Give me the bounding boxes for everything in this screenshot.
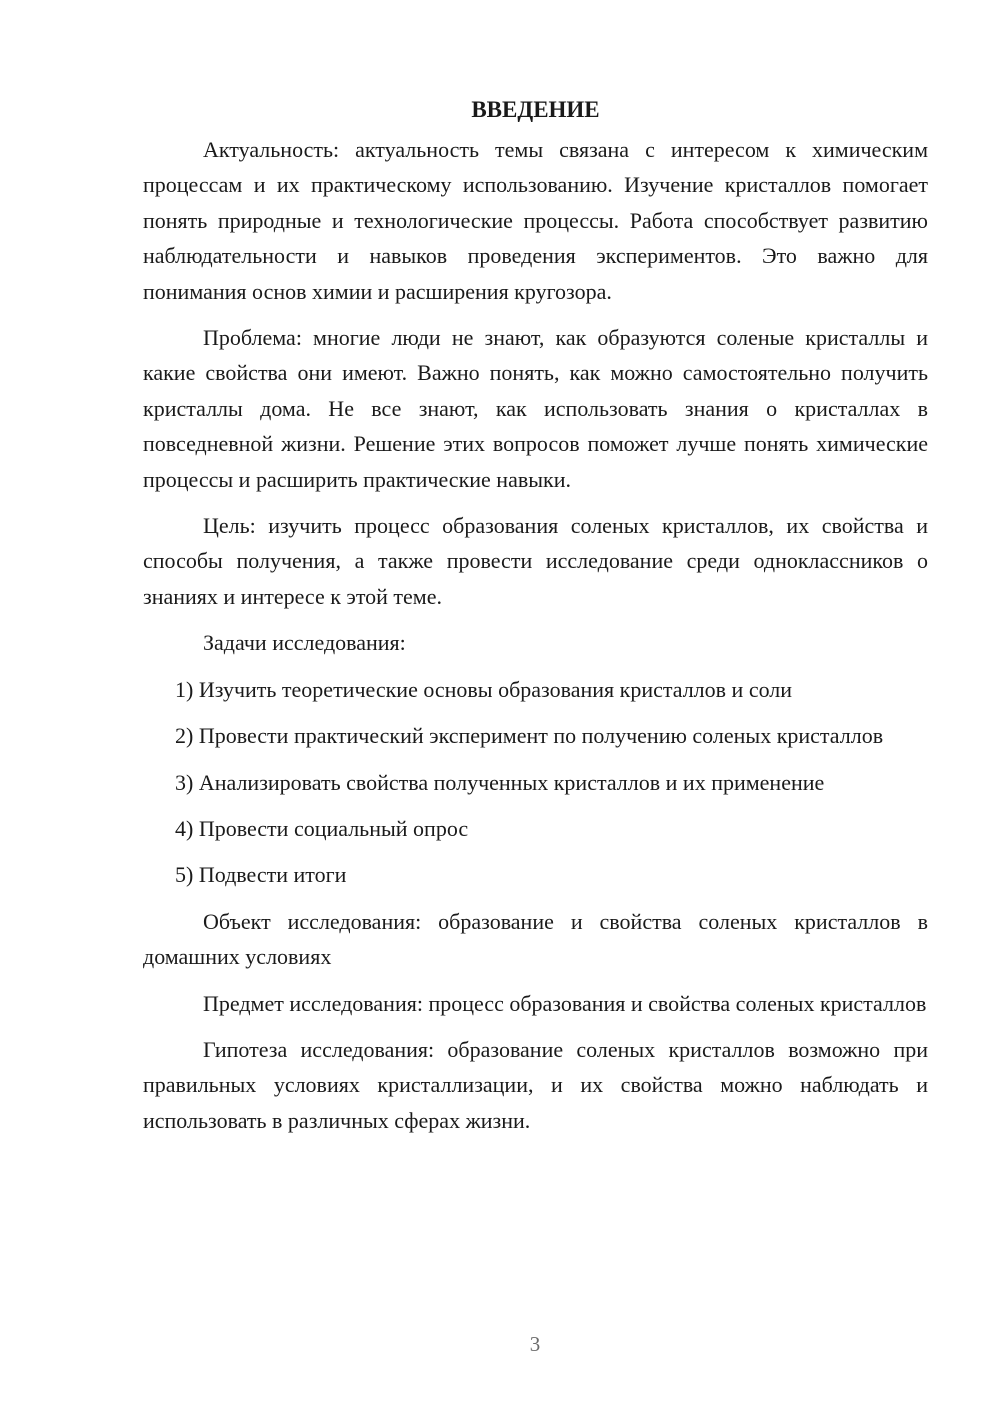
tasks-heading: Задачи исследования:: [203, 630, 406, 656]
subject-paragraph: Предмет исследования: процесс образования и свойства соленых кристаллов: [203, 990, 927, 1016]
problem-paragraph: Проблема: многие люди не знают, как образуются соленые кристаллы и какие свойства они имеют. Важно понять, как можно самостоятельно получить кристаллы дома. Не все знают, как использовать знания о кристаллах в повседневной жизни. Решение этих вопросов поможет лучше понять химические процессы и расширить практические навыки.: [143, 325, 928, 492]
task-item-4: 4) Провести социальный опрос: [175, 815, 469, 841]
document-page: [143, 92, 928, 1149]
object-paragraph: Объект исследования: образование и свойства соленых кристаллов в домашних условиях: [143, 908, 928, 970]
hypothesis-paragraph: Гипотеза исследования: образование соленых кристаллов возможно при правильных условиях кристаллизации, и их свойства можно наблюдать и использовать в различных сферах жизни.: [143, 1036, 928, 1133]
task-item-2: 2) Провести практический эксперимент по получению соленых кристаллов: [175, 723, 884, 749]
task-item-1: 1) Изучить теоретические основы образования кристаллов и соли: [175, 676, 793, 702]
task-item-5: 5) Подвести итоги: [175, 862, 347, 888]
page-title: ВВЕДЕНИЕ: [471, 97, 600, 122]
goal-paragraph: Цель: изучить процесс образования соленых кристаллов, их свойства и способы получения, а также провести исследование среди одноклассников о знаниях и интересе к этой теме.: [143, 513, 928, 609]
task-item-3: 3) Анализировать свойства полученных кристаллов и их применение: [175, 769, 825, 795]
page-number: 3: [529, 1332, 541, 1356]
relevance-paragraph: Актуальность: актуальность темы связана с интересом к химическим процессам и их практическому использованию. Изучение кристаллов помогает понять природные и технологические процессы. Работа способствует развитию наблюдательности и навыков проведения экспериментов. Это важно для понимания основ химии и расширения кругозора.: [143, 137, 928, 304]
